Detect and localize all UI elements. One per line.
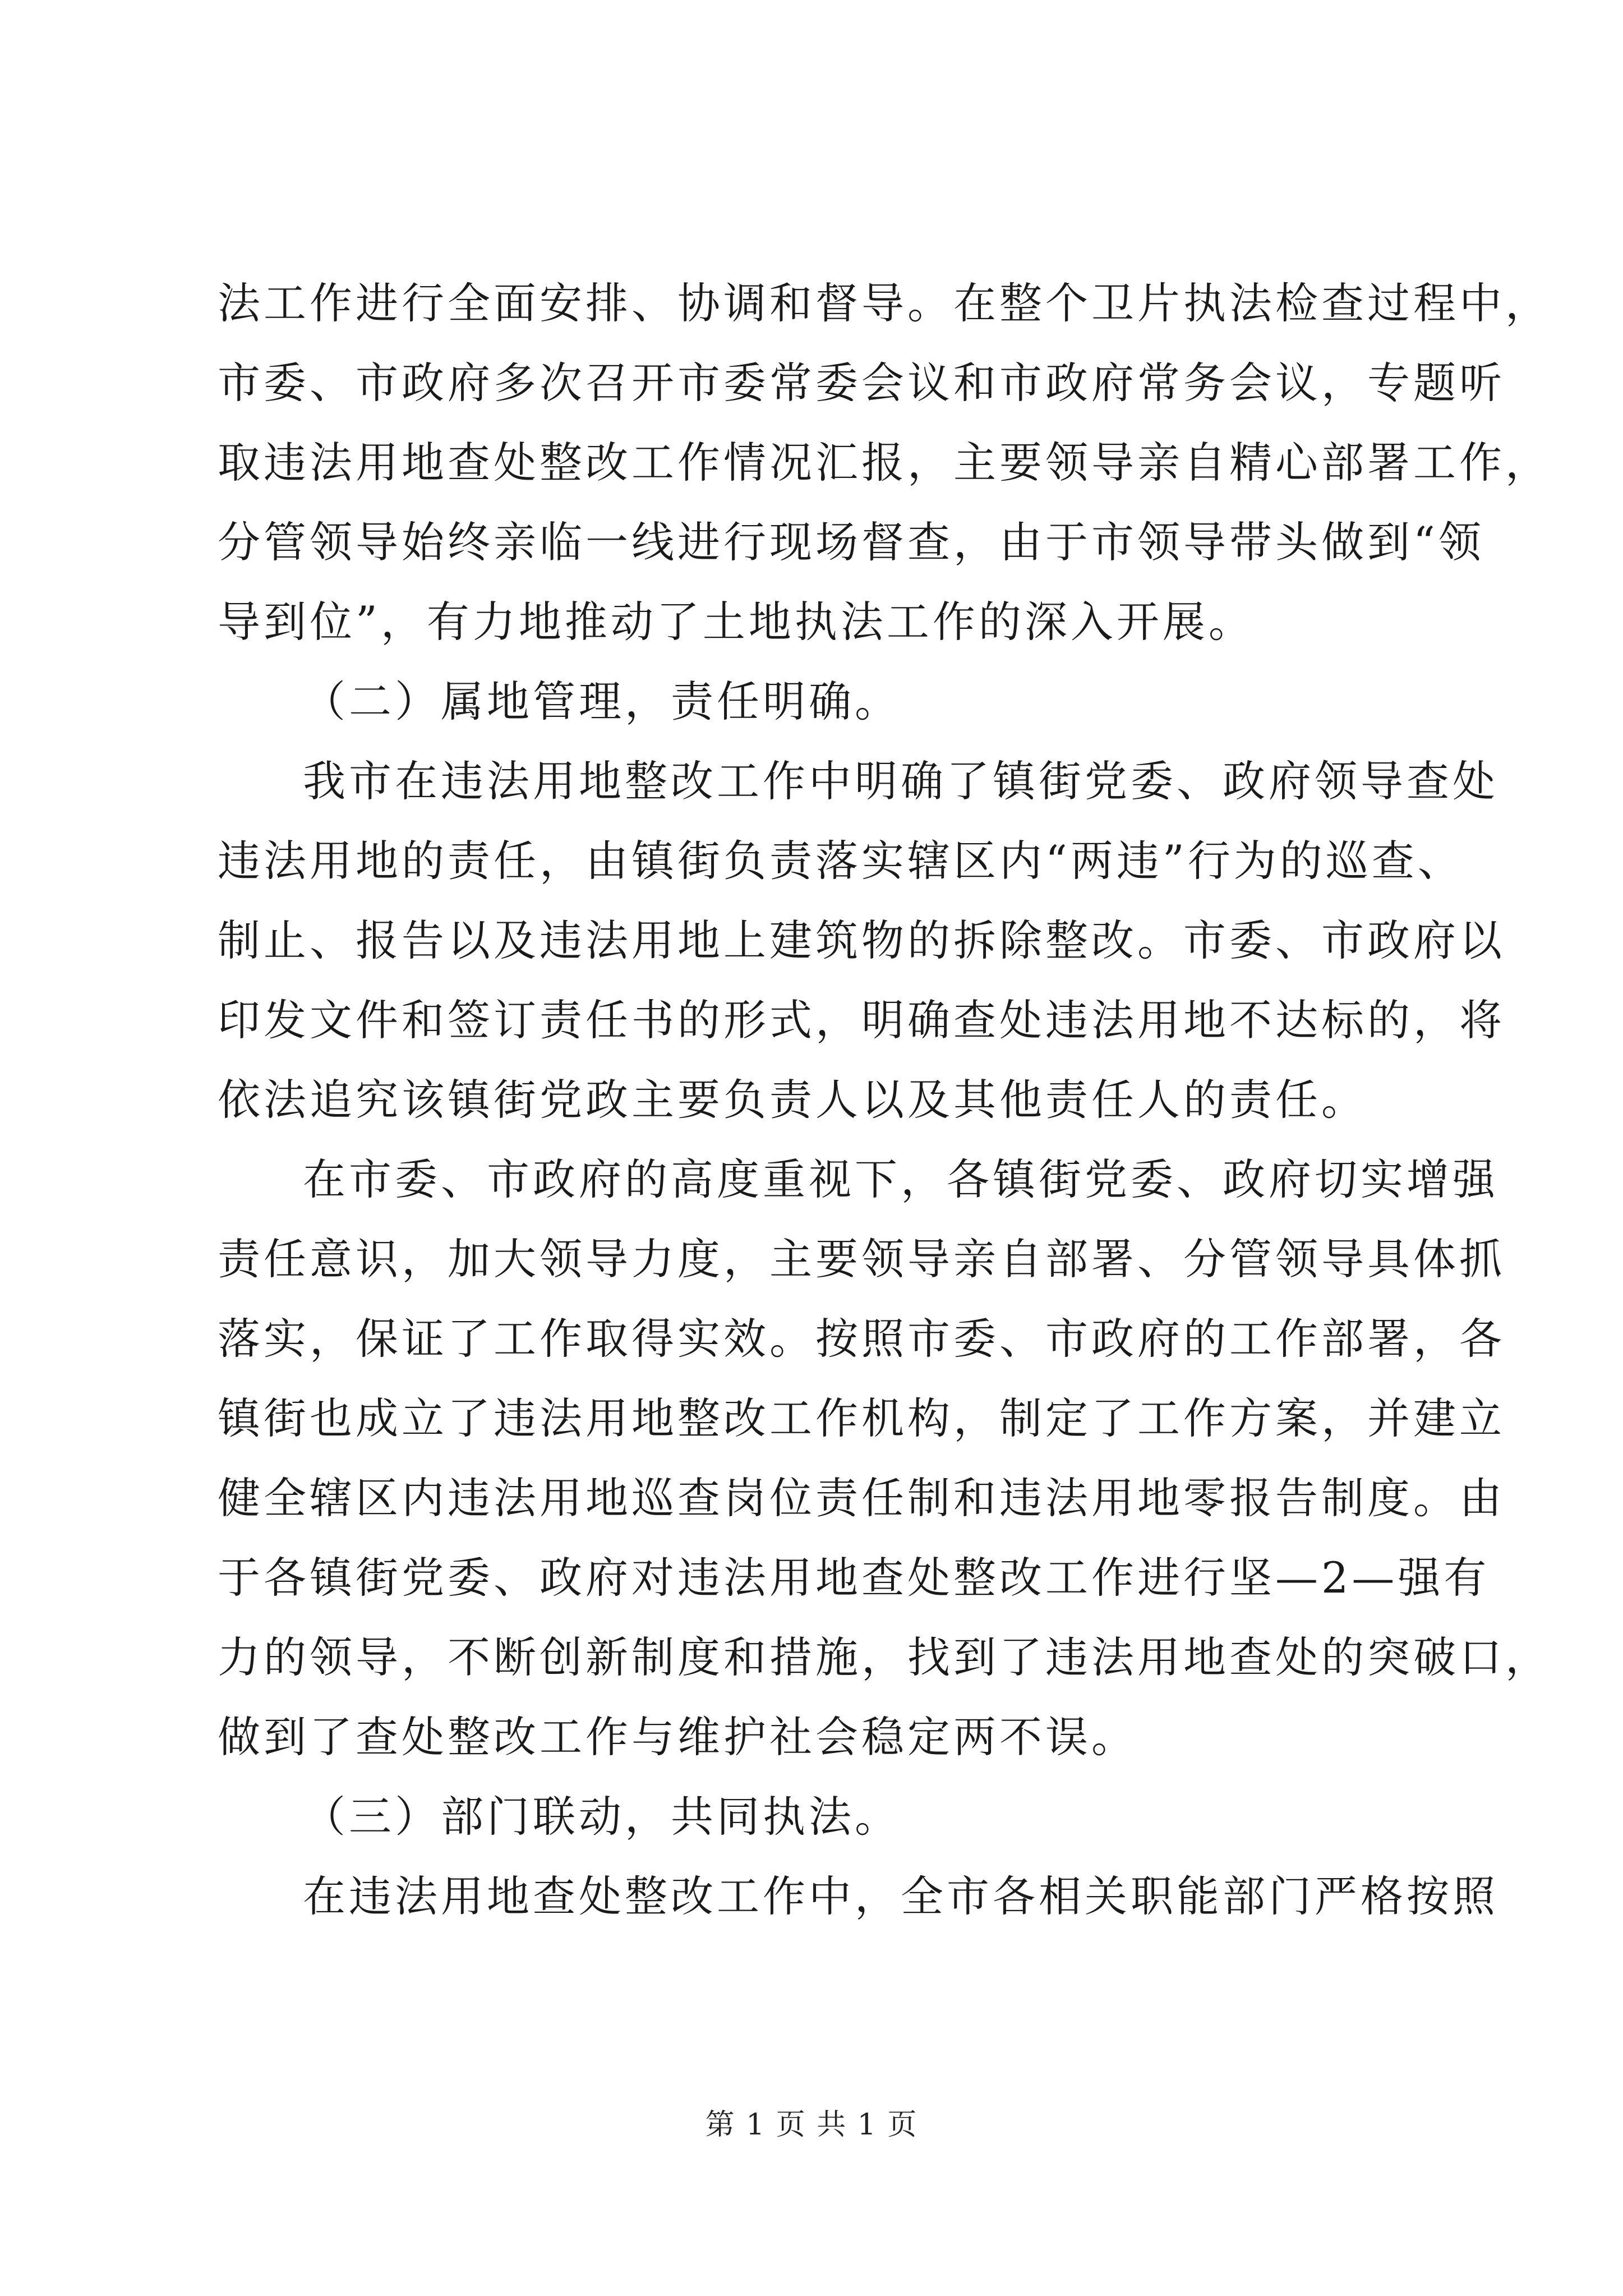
text-line: 法工作进行全面安排、协调和督导。在整个卫片执法检查过程中， (218, 278, 1551, 328)
section-heading: （二）属地管理，责任明确。 (303, 677, 901, 726)
section-heading: （三）部门联动，共同执法。 (303, 1792, 901, 1842)
text-line: 取违法用地查处整改工作情况汇报，主要领导亲自精心部署工作， (218, 438, 1551, 487)
page-number-footer: 第 1 页 共 1 页 (705, 2108, 918, 2142)
text-line: 落实，保证了工作取得实效。按照市委、市政府的工作部署，各 (218, 1314, 1505, 1364)
paragraph-first-line: 在违法用地查处整改工作中，全市各相关职能部门严格按照 (303, 1871, 1498, 1921)
text-line: 力的领导，不断创新制度和措施，找到了违法用地查处的突破口， (218, 1632, 1551, 1682)
text-line: 做到了查处整改工作与维护社会稳定两不误。 (218, 1712, 1137, 1762)
text-line: 分管领导始终亲临一线进行现场督查，由于市领导带头做到“领 (218, 517, 1484, 567)
paragraph-first-line: 在市委、市政府的高度重视下，各镇街党委、政府切实增强 (303, 1154, 1498, 1204)
text-line: 镇街也成立了违法用地整改工作机构，制定了工作方案，并建立 (218, 1393, 1505, 1443)
text-line: 印发文件和签订责任书的形式，明确查处违法用地不达标的，将 (218, 995, 1505, 1045)
text-line: 健全辖区内违法用地巡查岗位责任制和违法用地零报告制度。由 (218, 1473, 1505, 1523)
text-line: 于各镇街党委、政府对违法用地查处整改工作进行坚—2—强有 (218, 1553, 1490, 1603)
paragraph-first-line: 我市在违法用地整改工作中明确了镇街党委、政府领导查处 (303, 756, 1498, 806)
text-line: 依法追究该镇街党政主要负责人以及其他责任人的责任。 (218, 1075, 1367, 1125)
text-line: 责任意识，加大领导力度，主要领导亲自部署、分管领导具体抓 (218, 1234, 1505, 1284)
text-line: 市委、市政府多次召开市委常委会议和市政府常务会议，专题听 (218, 358, 1505, 408)
document-body (218, 264, 1551, 1936)
text-line: 制止、报告以及违法用地上建筑物的拆除整改。市委、市政府以 (218, 915, 1505, 965)
text-line: 违法用地的责任，由镇街负责落实辖区内“两违”行为的巡查、 (218, 836, 1464, 886)
text-line: 导到位”，有力地推动了土地执法工作的深入开展。 (218, 597, 1255, 647)
